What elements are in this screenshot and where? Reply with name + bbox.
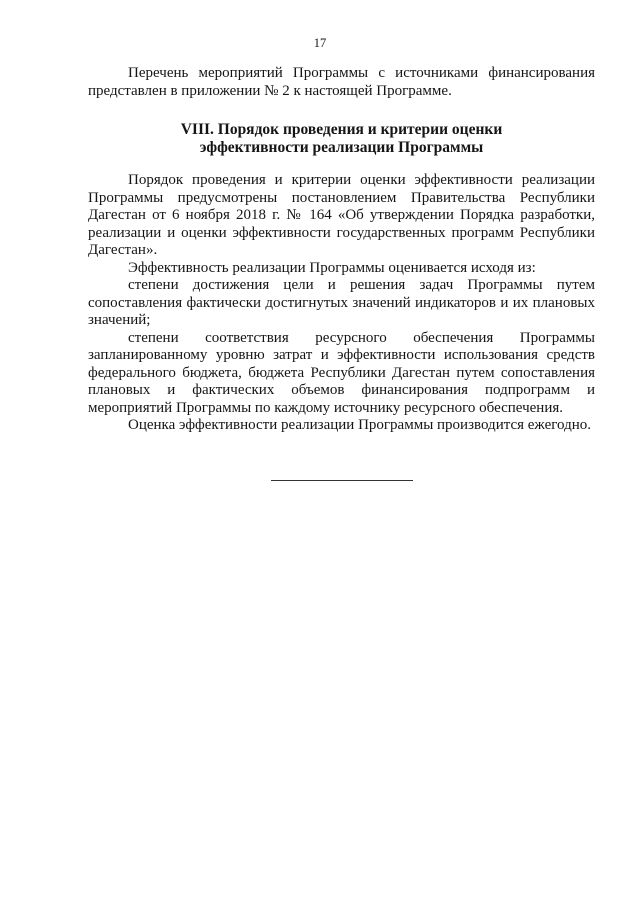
paragraph-frequency: Оценка эффективности реализации Программы производится ежегодно. <box>128 417 592 433</box>
section-heading-line-2: эффективности реализации Программы <box>199 139 484 156</box>
section-body <box>88 172 595 435</box>
section-heading-line-1: VIII. Порядок проведения и критерии оценки <box>180 121 503 138</box>
page-number: 17 <box>313 36 327 50</box>
intro-block <box>88 65 595 100</box>
paragraph-criterion-resources: степени соответствия ресурсного обеспечения Программы запланированному уровню затрат и эффективности использования средств федерального бюджета, бюджета Республики Дагестан путем сопоставления плановых и фактических объемов финансирования подпрограмм и мероприятий Программы по каждому источнику ресурсного обеспечения. <box>88 329 595 416</box>
intro-paragraph: Перечень мероприятий Программы с источниками финансирования представлен в приложении № 2 к настоящей Программе. <box>88 65 595 99</box>
paragraph-evaluation-basis: Эффективность реализации Программы оценивается исходя из: <box>128 259 536 276</box>
end-of-text-rule <box>271 480 413 481</box>
paragraph-procedure: Порядок проведения и критерии оценки эффективности реализации Программы предусмотрены постановлением Правительства Республики Дагестан от 6 ноября 2018 г. № 164 «Об утверждении Порядка разработки, реализации и оценки эффективности государственных программ Республики Дагестан». <box>88 172 595 258</box>
section-heading <box>88 121 595 157</box>
paragraph-criterion-goals: степени достижения цели и решения задач Программы путем сопоставления фактически достигнутых значений индикаторов и их плановых значений; <box>88 277 595 328</box>
